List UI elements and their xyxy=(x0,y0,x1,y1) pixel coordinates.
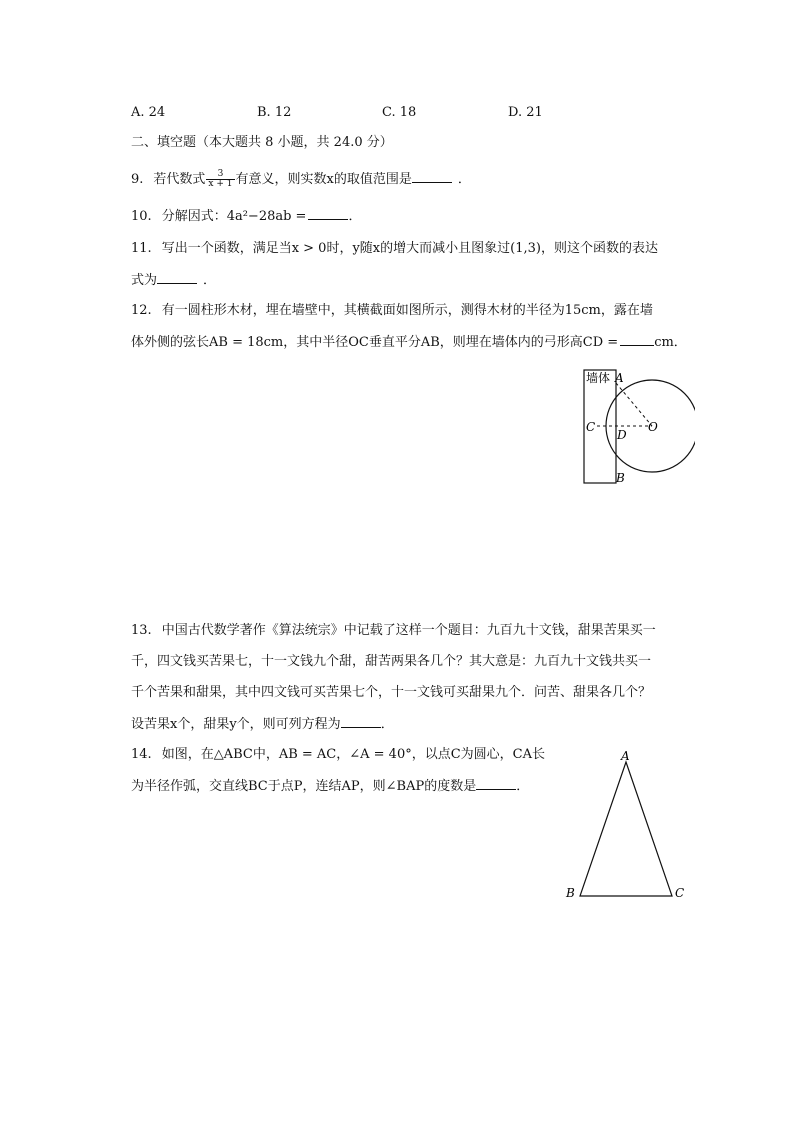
question-text: 体外侧的弦长AB = 18cm，其中半径OC垂直平分AB，则埋在墙体内的弓形高CD = xyxy=(131,335,619,350)
question-text: 分解因式：4a²−28ab = xyxy=(161,209,307,224)
question-number: 11. xyxy=(131,241,152,256)
label-a: A xyxy=(621,749,630,763)
answer-blank xyxy=(412,170,452,183)
question-text: 写出一个函数，满足当x > 0时，y随x的增大而减小且图象过(1,3)，则这个函数的表达 xyxy=(161,241,658,256)
wall-circle-figure xyxy=(575,364,695,490)
label-wall: 墙体 xyxy=(586,371,611,385)
question-number: 9. xyxy=(131,172,144,187)
question-text: 式为 xyxy=(131,273,158,288)
label-d: D xyxy=(617,428,627,442)
question-9 xyxy=(131,170,471,189)
option-b: B. 12 xyxy=(257,105,292,120)
period: ． xyxy=(516,779,530,794)
triangle-figure xyxy=(560,748,690,904)
period: ． xyxy=(457,172,471,187)
question-number: 14. xyxy=(131,747,152,762)
period: ． xyxy=(380,717,394,732)
label-o: O xyxy=(648,420,658,434)
option-d: D. 21 xyxy=(508,105,543,120)
label-b: B xyxy=(616,471,625,485)
radius-oa xyxy=(616,383,652,426)
question-text: 为半径作弧，交直线BC于点P，连结AP，则∠BAP的度数是 xyxy=(131,779,477,794)
question-text: 有意义，则实数x的取值范围是 xyxy=(235,172,412,187)
answer-blank xyxy=(341,715,381,728)
answer-blank xyxy=(157,271,197,284)
fraction xyxy=(206,170,234,189)
section-title: 二、填空题（本大题共 8 小题，共 24.0 分） xyxy=(131,135,393,150)
question-13-cont-2 xyxy=(131,684,651,702)
question-14-cont xyxy=(131,777,529,796)
label-c: C xyxy=(586,420,596,434)
fraction-numerator: 3 xyxy=(206,170,234,180)
answer-blank xyxy=(620,333,654,346)
label-c: C xyxy=(675,886,685,900)
question-13 xyxy=(131,622,656,640)
question-text: 设苦果x个，甜果y个，则可列方程为 xyxy=(131,717,341,732)
question-text: 若代数式 xyxy=(153,172,206,187)
question-14 xyxy=(131,746,545,764)
period: ． xyxy=(203,273,217,288)
option-c: C. 18 xyxy=(382,105,417,120)
question-11-cont xyxy=(131,271,216,290)
question-text: 千个苦果和甜果，其中四文钱可买苦果七个，十一文钱可买甜果九个．问苦、甜果各几个？ xyxy=(131,685,652,700)
question-12-cont xyxy=(131,333,687,352)
question-13-cont-3 xyxy=(131,715,394,734)
triangle-abc xyxy=(580,762,672,896)
question-12 xyxy=(131,302,653,320)
question-number: 10. xyxy=(131,209,152,224)
option-a: A. 24 xyxy=(131,105,166,120)
question-text: 如图，在△ABC中，AB = AC，∠A = 40°，以点C为圆心，CA长 xyxy=(161,747,546,762)
label-b: B xyxy=(566,886,575,900)
answer-blank xyxy=(308,207,348,220)
question-13-cont-1 xyxy=(131,653,651,671)
question-number: 13. xyxy=(131,623,152,638)
question-11 xyxy=(131,240,658,258)
unit-text: cm． xyxy=(654,335,687,350)
answer-blank xyxy=(476,777,516,790)
label-a: A xyxy=(615,371,624,385)
question-text: 中国古代数学著作《算法统宗》中记载了这样一个题目：九百九十文钱，甜果苦果买一 xyxy=(161,623,656,638)
question-text: 有一圆柱形木材，埋在墙壁中，其横截面如图所示，测得木材的半径为15cm，露在墙 xyxy=(161,303,653,318)
answer-options xyxy=(131,104,691,122)
question-number: 12. xyxy=(131,303,152,318)
question-10 xyxy=(131,207,361,226)
period: ． xyxy=(348,209,362,224)
question-text: 千，四文钱买苦果七，十一文钱九个甜，甜苦两果各几个？其大意是：九百九十文钱共买一 xyxy=(131,654,652,669)
fraction-denominator: x + 1 xyxy=(208,179,233,189)
